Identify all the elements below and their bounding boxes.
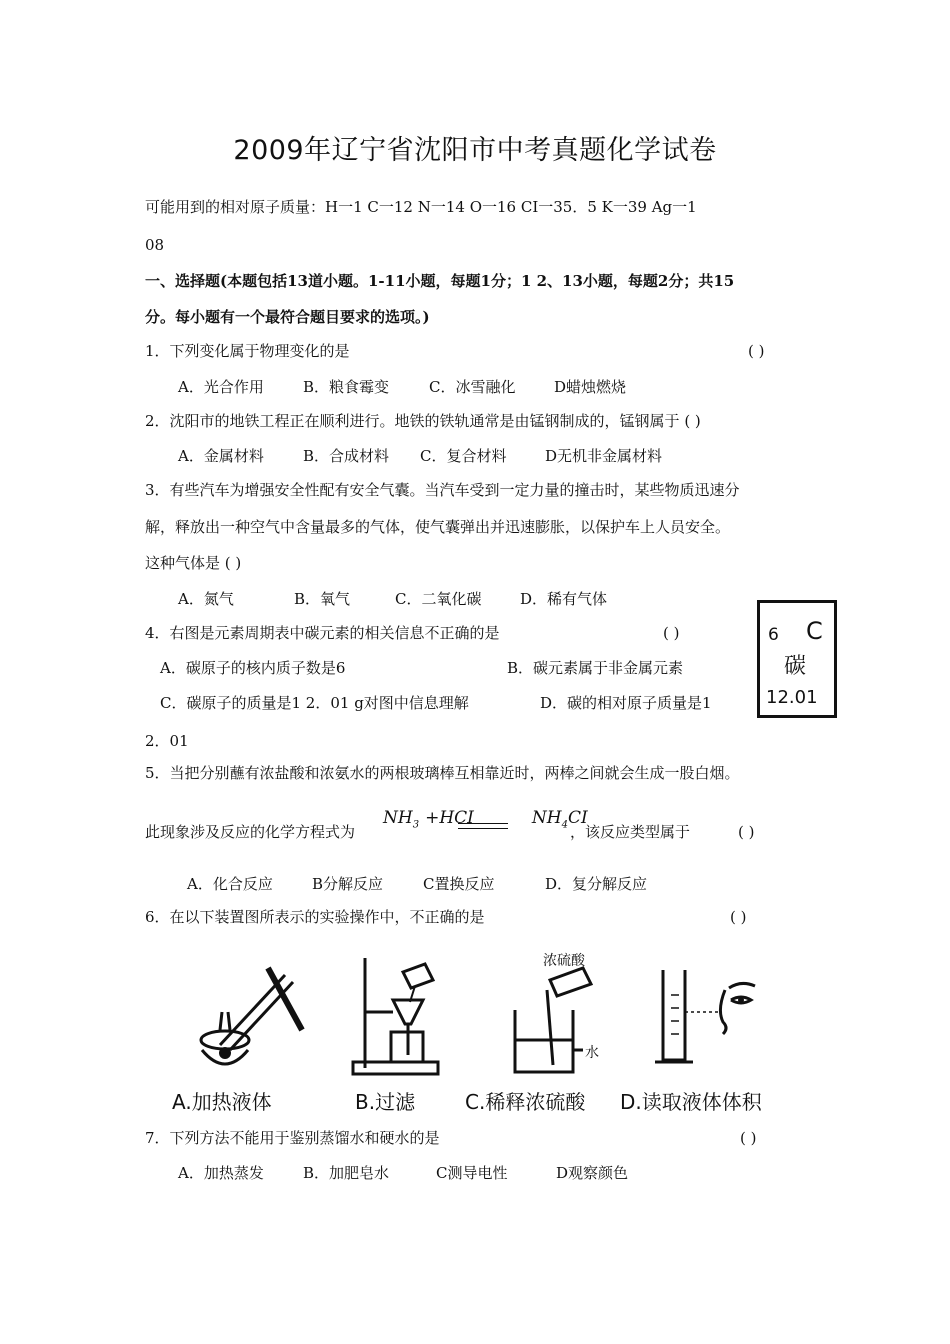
equation-product-tail: CI (567, 808, 588, 828)
question-4-option-d: D．碳的相对原子质量是1 (540, 694, 712, 712)
question-1-option-d: D蜡烛燃烧 (554, 378, 627, 396)
question-5-option-c: C置换反应 (423, 875, 495, 893)
atomic-masses-line2: 08 (145, 236, 165, 254)
question-4-option-d-continued: 2．01 (145, 732, 189, 750)
question-5-answer-blank: ( ) (738, 823, 755, 841)
carbon-element-card (757, 600, 837, 718)
question-7-option-b: B．加肥皂水 (303, 1164, 390, 1182)
question-5-lead: 此现象涉及反应的化学方程式为 (145, 823, 356, 841)
water-label: 水 (585, 1045, 599, 1061)
equation-product: NH (531, 808, 562, 828)
sulfuric-acid-label: 浓硫酸 (543, 953, 585, 969)
question-7-answer-blank: ( ) (740, 1129, 757, 1147)
question-3-option-d: D．稀有气体 (520, 590, 608, 608)
element-atomic-mass: 12.01 (766, 687, 818, 708)
question-7-option-c: C测导电性 (436, 1164, 508, 1182)
question-7-stem: 7．下列方法不能用于鉴别蒸馏水和硬水的是 (145, 1129, 440, 1147)
question-4-option-c: C．碳原子的质量是1 2．01 g对图中信息理解 (160, 694, 469, 712)
element-atomic-number: 6 (768, 625, 779, 645)
question-4-option-b: B．碳元素属于非金属元素 (507, 659, 684, 677)
caption-c: C.稀释浓硫酸 (465, 1090, 586, 1114)
atomic-masses-line1: 可能用到的相对原子质量：H一1 C一12 N一14 O一16 CI一35．5 K一39 Ag一1 (145, 198, 697, 216)
question-3-option-b: B．氧气 (294, 590, 351, 608)
caption-a: A.加热液体 (172, 1090, 272, 1114)
question-7-option-a: A．加热蒸发 (178, 1164, 264, 1182)
question-2-option-d: D无机非金属材料 (545, 447, 663, 465)
element-symbol: C (806, 617, 823, 645)
question-5-option-a: A．化合反应 (187, 875, 273, 893)
question-1-option-c: C．冰雪融化 (429, 378, 516, 396)
question-3-line2: 解，释放出一种空气中含量最多的气体，使气囊弹出并迅速膨胀，以保护车上人员安全。 (145, 518, 731, 536)
question-5-line1: 5．当把分别蘸有浓盐酸和浓氨水的两根玻璃棒互相靠近时，两棒之间就会生成一股白烟。 (145, 764, 740, 782)
question-4-stem: 4．右图是元素周期表中碳元素的相关信息不正确的是 (145, 624, 500, 642)
section-heading-line2: 分。每小题有一个最符合题目要求的选项。) (145, 308, 430, 326)
caption-d: D.读取液体体积 (620, 1090, 762, 1114)
question-6-answer-blank: ( ) (730, 908, 747, 926)
section-heading-line1: 一、选择题(本题包括13道小题。1-11小题，每题1分；1 2、13小题，每题2分；共15 (145, 272, 735, 290)
question-1-option-b: B．粮食霉变 (303, 378, 390, 396)
question-5-option-d: D．复分解反应 (545, 875, 648, 893)
question-5-tail: ，该反应类型属于 (570, 823, 691, 841)
question-1-option-a: A．光合作用 (178, 378, 264, 396)
heating-liquid-apparatus (190, 950, 320, 1080)
question-2-option-b: B．合成材料 (303, 447, 390, 465)
pouring-beaker-icon (345, 950, 455, 1080)
question-2-option-a: A．金属材料 (178, 447, 264, 465)
question-4-option-a: A．碳原子的核内质子数是6 (160, 659, 346, 677)
question-2-stem: 2．沈阳市的地铁工程正在顺利进行。地铁的铁轨通常是由锰钢制成的，锰钢属于 ( ) (145, 412, 701, 430)
equation-reactant-1: NH (383, 808, 413, 828)
question-7-option-d: D观察颜色 (556, 1164, 629, 1182)
question-4-answer-blank: ( ) (663, 624, 680, 642)
caption-b: B.过滤 (355, 1090, 416, 1114)
question-3-option-c: C．二氧化碳 (395, 590, 482, 608)
element-name: 碳 (784, 654, 807, 679)
equation-reactant-2: +HCI (425, 808, 474, 828)
question-3-line3: 这种气体是 ( ) (145, 554, 242, 572)
graduated-cylinder-apparatus (645, 950, 775, 1080)
question-1-answer-blank: ( ) (748, 342, 765, 360)
question-2-option-c: C．复合材料 (420, 447, 507, 465)
question-3-option-a: A．氮气 (178, 590, 234, 608)
question-1-stem: 1．下列变化属于物理变化的是 (145, 342, 350, 360)
equation-subscript-3: 3 (412, 819, 420, 831)
page-title: 2009年辽宁省沈阳市中考真题化学试卷 (233, 135, 717, 166)
equation-subscript-4: 4 (561, 819, 568, 831)
equation-equals-bar-bottom (458, 828, 508, 829)
question-5-option-b: B分解反应 (312, 875, 384, 893)
equation-equals-bar-top (458, 823, 508, 824)
question-3-line1: 3．有些汽车为增强安全性配有安全气囊。当汽车受到一定力量的撞击时，某些物质迅速分 (145, 481, 740, 499)
question-6-stem: 6．在以下装置图所表示的实验操作中，不正确的是 (145, 908, 485, 926)
